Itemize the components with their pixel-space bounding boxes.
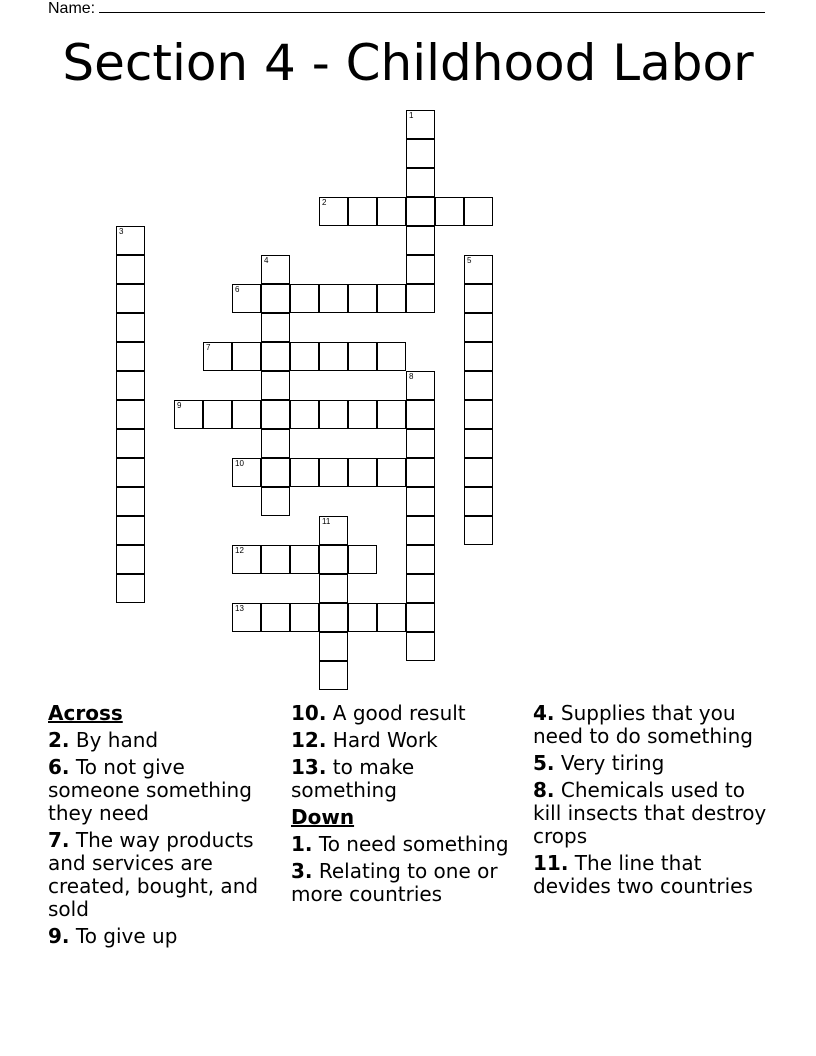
crossword-cell[interactable] — [261, 371, 290, 400]
crossword-cell[interactable] — [290, 342, 319, 371]
crossword-cell[interactable] — [406, 168, 435, 197]
crossword-cell[interactable] — [406, 255, 435, 284]
clue-number: 6. — [48, 755, 70, 779]
cell-number: 9 — [177, 401, 182, 410]
cell-number: 12 — [235, 546, 244, 555]
crossword-cell[interactable] — [116, 226, 145, 255]
crossword-cell[interactable] — [116, 429, 145, 458]
crossword-cell[interactable] — [319, 342, 348, 371]
crossword-cell[interactable] — [232, 458, 261, 487]
crossword-cell[interactable] — [348, 284, 377, 313]
crossword-cell[interactable] — [290, 545, 319, 574]
crossword-cell[interactable] — [406, 487, 435, 516]
clue-number: 12. — [291, 728, 327, 752]
crossword-cell[interactable] — [319, 603, 348, 632]
crossword-cell[interactable] — [116, 284, 145, 313]
crossword-cell[interactable] — [116, 574, 145, 603]
crossword-cell[interactable] — [203, 400, 232, 429]
cell-number: 5 — [467, 256, 472, 265]
crossword-cell[interactable] — [319, 197, 348, 226]
across-clue-6 — [48, 756, 280, 825]
down-clue-3 — [291, 860, 516, 906]
cell-number: 8 — [409, 372, 414, 381]
crossword-cell[interactable] — [377, 342, 406, 371]
crossword-cell[interactable] — [261, 255, 290, 284]
crossword-cell[interactable] — [261, 603, 290, 632]
across-clue-2 — [48, 729, 280, 752]
clue-text: The way products and services are created, bought, and sold — [48, 828, 259, 921]
crossword-cell[interactable] — [406, 545, 435, 574]
crossword-cell[interactable] — [116, 400, 145, 429]
across-clue-13 — [291, 756, 516, 802]
crossword-cell[interactable] — [232, 342, 261, 371]
crossword-cell[interactable] — [464, 342, 493, 371]
clue-text: Supplies that you need to do something — [533, 701, 753, 748]
down-heading: Down — [291, 805, 355, 829]
clue-number: 8. — [533, 778, 555, 802]
crossword-cell[interactable] — [464, 429, 493, 458]
crossword-cell[interactable] — [464, 313, 493, 342]
down-clue-11 — [533, 852, 773, 898]
crossword-cell[interactable] — [232, 545, 261, 574]
crossword-cell[interactable] — [464, 197, 493, 226]
crossword-cell[interactable] — [290, 284, 319, 313]
crossword-cell[interactable] — [116, 545, 145, 574]
crossword-cell[interactable] — [116, 371, 145, 400]
clue-number: 11. — [533, 851, 569, 875]
clue-column-3 — [533, 702, 773, 902]
crossword-cell[interactable] — [319, 632, 348, 661]
crossword-cell[interactable] — [261, 284, 290, 313]
page-title: Section 4 - Childhood Labor — [62, 34, 754, 92]
crossword-cell[interactable] — [406, 110, 435, 139]
crossword-cell[interactable] — [435, 197, 464, 226]
crossword-cell[interactable] — [261, 342, 290, 371]
crossword-cell[interactable] — [464, 284, 493, 313]
name-label: Name: — [48, 0, 96, 17]
clue-number: 9. — [48, 924, 70, 948]
clue-text: The line that devides two countries — [533, 851, 753, 898]
clue-text: To need something — [318, 832, 509, 856]
crossword-cell[interactable] — [464, 458, 493, 487]
crossword-cell[interactable] — [319, 661, 348, 690]
cell-number: 4 — [264, 256, 269, 265]
crossword-cell[interactable] — [232, 284, 261, 313]
crossword-cell[interactable] — [232, 400, 261, 429]
clue-number: 7. — [48, 828, 70, 852]
crossword-cell[interactable] — [319, 516, 348, 545]
crossword-cell[interactable] — [406, 574, 435, 603]
crossword-cell[interactable] — [406, 197, 435, 226]
clue-text: Hard Work — [332, 728, 438, 752]
clue-number: 4. — [533, 701, 555, 725]
crossword-cell[interactable] — [406, 226, 435, 255]
crossword-cell[interactable] — [116, 487, 145, 516]
crossword-cell[interactable] — [406, 139, 435, 168]
crossword-cell[interactable] — [377, 197, 406, 226]
cell-number: 3 — [119, 227, 124, 236]
crossword-cell[interactable] — [406, 516, 435, 545]
crossword-cell[interactable] — [348, 545, 377, 574]
crossword-cell[interactable] — [290, 603, 319, 632]
across-clue-12 — [291, 729, 516, 752]
crossword-cell[interactable] — [116, 516, 145, 545]
crossword-cell[interactable] — [261, 487, 290, 516]
crossword-cell[interactable] — [377, 458, 406, 487]
crossword-cell[interactable] — [319, 400, 348, 429]
clue-number: 5. — [533, 751, 555, 775]
clue-text: to make something — [291, 755, 415, 802]
crossword-cell[interactable] — [319, 284, 348, 313]
down-clue-8 — [533, 779, 773, 848]
crossword-cell[interactable] — [319, 458, 348, 487]
crossword-cell[interactable] — [290, 400, 319, 429]
clue-text: Very tiring — [560, 751, 665, 775]
crossword-cell[interactable] — [348, 342, 377, 371]
crossword-cell[interactable] — [261, 545, 290, 574]
crossword-cell[interactable] — [348, 458, 377, 487]
crossword-cell[interactable] — [319, 574, 348, 603]
crossword-cell[interactable] — [406, 400, 435, 429]
cell-number: 6 — [235, 285, 240, 294]
crossword-cell[interactable] — [464, 400, 493, 429]
clue-number: 2. — [48, 728, 70, 752]
crossword-cell[interactable] — [348, 603, 377, 632]
crossword-cell[interactable] — [116, 313, 145, 342]
cell-number: 7 — [206, 343, 211, 352]
crossword-cell[interactable] — [261, 458, 290, 487]
cell-number: 2 — [322, 198, 327, 207]
clue-column-2 — [291, 702, 516, 910]
crossword-cell[interactable] — [464, 487, 493, 516]
crossword-cell[interactable] — [464, 255, 493, 284]
crossword-cell[interactable] — [464, 516, 493, 545]
clue-number: 13. — [291, 755, 327, 779]
crossword-cell[interactable] — [406, 603, 435, 632]
cell-number: 13 — [235, 604, 244, 613]
crossword-cell[interactable] — [348, 400, 377, 429]
across-clue-10 — [291, 702, 516, 725]
cell-number: 10 — [235, 459, 244, 468]
crossword-cell[interactable] — [261, 429, 290, 458]
crossword-cell[interactable] — [203, 342, 232, 371]
clue-column-1 — [48, 702, 280, 952]
crossword-cell[interactable] — [406, 429, 435, 458]
clue-text: Chemicals used to kill insects that destroy crops — [533, 778, 767, 848]
crossword-cell[interactable] — [319, 545, 348, 574]
crossword-cell[interactable] — [406, 458, 435, 487]
crossword-cell[interactable] — [377, 400, 406, 429]
crossword-cell[interactable] — [290, 458, 319, 487]
crossword-cell[interactable] — [464, 371, 493, 400]
crossword-cell[interactable] — [232, 603, 261, 632]
cell-number: 1 — [409, 111, 414, 120]
clue-number: 10. — [291, 701, 327, 725]
down-clue-5 — [533, 752, 773, 775]
cell-number: 11 — [322, 517, 331, 526]
crossword-cell[interactable] — [261, 400, 290, 429]
crossword-cell[interactable] — [116, 342, 145, 371]
crossword-cell[interactable] — [406, 632, 435, 661]
clue-number: 3. — [291, 859, 313, 883]
across-clue-9 — [48, 925, 280, 948]
crossword-cell[interactable] — [377, 603, 406, 632]
crossword-cell[interactable] — [406, 371, 435, 400]
across-clue-7 — [48, 829, 280, 921]
crossword-cell[interactable] — [261, 313, 290, 342]
crossword-cell[interactable] — [377, 284, 406, 313]
crossword-cell[interactable] — [174, 400, 203, 429]
across-heading: Across — [48, 701, 123, 725]
clue-number: 1. — [291, 832, 313, 856]
crossword-cell[interactable] — [348, 197, 377, 226]
clue-text: A good result — [332, 701, 466, 725]
down-clue-4 — [533, 702, 773, 748]
crossword-cell[interactable] — [116, 255, 145, 284]
down-clue-1 — [291, 833, 516, 856]
crossword-cell[interactable] — [406, 284, 435, 313]
clue-text: By hand — [75, 728, 159, 752]
clue-text: Relating to one or more countries — [291, 859, 498, 906]
clue-text: To not give someone something they need — [48, 755, 252, 825]
crossword-cell[interactable] — [116, 458, 145, 487]
clue-text: To give up — [75, 924, 178, 948]
